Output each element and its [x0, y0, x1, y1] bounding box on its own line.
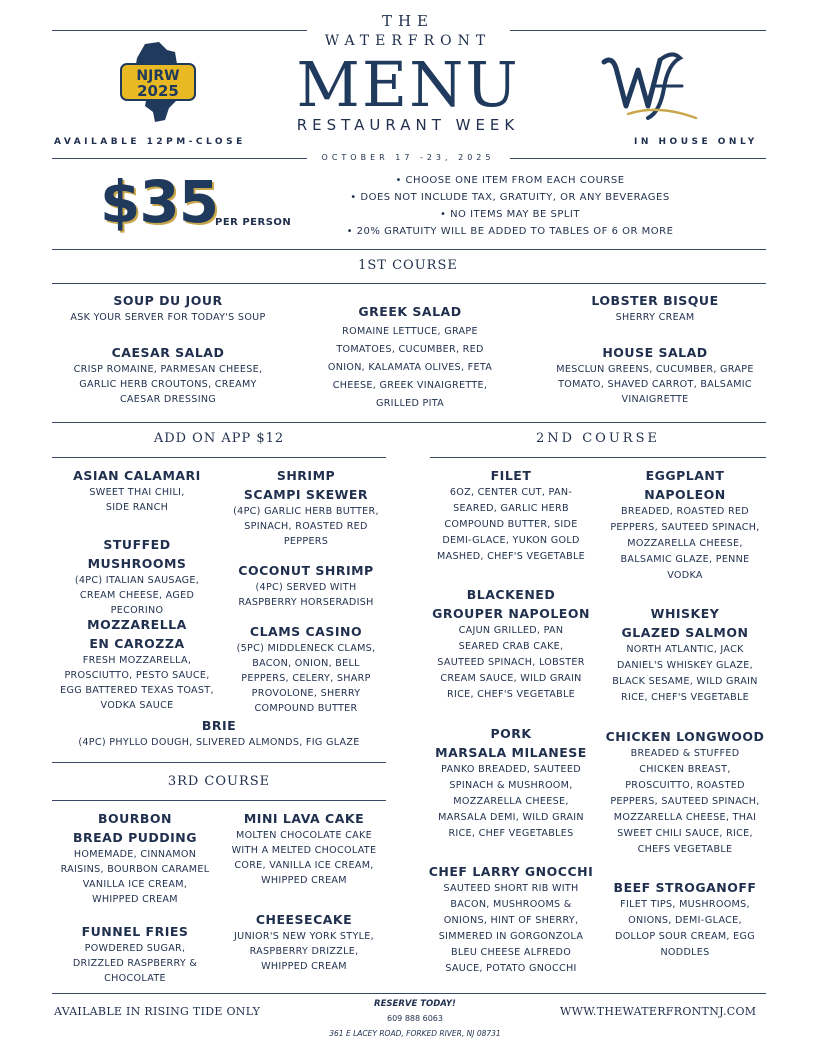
item-desc: MOLTEN CHOCOLATE CAKE	[236, 830, 372, 841]
header-rule-left	[52, 30, 307, 31]
rule-item: • DOES NOT INCLUDE TAX, GRATUITY, OR ANY BEVERAGES	[350, 192, 670, 203]
item-desc: GRILLED PITA	[375, 398, 444, 409]
rule-item: • CHOOSE ONE ITEM FROM EACH COURSE	[395, 175, 625, 186]
item-desc: (4PC) ITALIAN SAUSAGE,	[74, 575, 200, 586]
menu-item-mini-lava-cake	[220, 809, 388, 888]
item-desc: DOLLOP SOUR CREAM, EGG	[615, 931, 755, 942]
item-name: GROUPER NAPOLEON	[432, 606, 590, 621]
item-desc: SPINACH, ROASTED RED	[244, 521, 368, 532]
item-name: HOUSE SALAD	[602, 345, 708, 360]
item-name: BOURBON	[97, 811, 173, 826]
menu-item-brie	[52, 716, 386, 750]
price: $35	[100, 168, 219, 236]
item-desc: VODKA SAUCE	[100, 700, 174, 711]
item-desc: PEPPERS	[283, 536, 329, 547]
item-desc: RAISINS, BOURBON CARAMEL	[60, 864, 210, 875]
item-desc: SAUTEED SPINACH, LOBSTER	[437, 657, 585, 668]
item-desc: DEMI-GLACE, YUKON GOLD	[442, 535, 580, 546]
item-desc: CHICKEN BREAST,	[639, 764, 731, 775]
item-name: NAPOLEON	[644, 487, 726, 502]
item-desc: ONION, KALAMATA OLIVES, FETA	[327, 362, 493, 373]
item-desc: VINAIGRETTE	[621, 394, 689, 405]
item-desc: PANKO BREADED, SAUTEED	[441, 764, 581, 775]
course2-rule-bottom	[430, 457, 766, 458]
menu-item-clams-casino	[224, 622, 388, 716]
item-desc: BREADED & STUFFED	[630, 748, 740, 759]
menu-item-mozzarella-en-carozza	[52, 615, 222, 713]
phone-number[interactable]: 609 888 6063	[387, 1014, 443, 1023]
item-desc: SAUTEED SHORT RIB WITH	[443, 883, 579, 894]
item-desc: CHEESE, GREEK VINAIGRETTE,	[332, 380, 488, 391]
item-desc: SEARED, GARLIC HERB	[453, 503, 569, 514]
menu-item-pork-marsala-milanese	[426, 724, 596, 842]
item-desc: HOMEMADE, CINNAMON	[73, 849, 197, 860]
item-desc: DANIEL'S WHISKEY GLAZE,	[617, 660, 753, 671]
item-desc: (4PC) PHYLLO DOUGH, SLIVERED ALMONDS, FIG GLAZE	[78, 737, 360, 748]
item-desc: MASHED, CHEF'S VEGETABLE	[437, 551, 585, 562]
menu-item-beef-stroganoff	[598, 878, 772, 961]
item-name: SOUP DU JOUR	[113, 293, 223, 308]
course3-title: 3RD COURSE	[167, 774, 271, 789]
item-name: CHICKEN LONGWOOD	[605, 729, 765, 744]
item-name: EN CAROZZA	[89, 636, 185, 651]
section-rule-top	[52, 422, 766, 423]
item-desc: SIMMERED IN GORGONZOLA	[438, 931, 584, 942]
menu-item-cheesecake	[220, 910, 388, 974]
item-desc: SPINACH & MUSHROOM,	[449, 780, 573, 791]
course1-title: 1ST COURSE	[358, 258, 458, 273]
item-desc: MOZZARELLA CHEESE,	[453, 796, 569, 807]
item-name: CHEESECAKE	[255, 912, 353, 927]
item-desc: BALSAMIC GLAZE, PENNE	[620, 554, 750, 565]
address: 361 E LACEY ROAD, FORKED RIVER, NJ 08731	[329, 1029, 501, 1038]
item-name: FUNNEL FRIES	[81, 924, 189, 939]
rule-item: • NO ITEMS MAY BE SPLIT	[440, 209, 580, 220]
item-desc: RICE, CHEF'S VEGETABLE	[446, 689, 575, 700]
header-the: THE	[381, 12, 435, 30]
menu-item-filet	[426, 466, 596, 565]
menu-item-shrimp-scampi-skewer	[224, 466, 388, 549]
item-desc: BLEU CHEESE ALFREDO	[450, 947, 572, 958]
item-name: CLAMS CASINO	[249, 624, 363, 639]
item-desc: CHOCOLATE	[104, 973, 166, 984]
njrw-2025-logo-icon	[115, 40, 201, 124]
item-desc: VODKA	[667, 570, 703, 581]
menu-item-caesar-salad	[54, 343, 282, 407]
item-desc: WHIPPED CREAM	[261, 875, 347, 886]
footer-rule	[52, 993, 766, 994]
item-name: MINI LAVA CAKE	[243, 811, 365, 826]
course2-title: 2ND COURSE	[536, 431, 660, 446]
item-name: SCAMPI SKEWER	[243, 487, 369, 502]
item-desc: (4PC) GARLIC HERB BUTTER,	[233, 506, 379, 517]
item-desc: RICE, CHEF VEGETABLES	[448, 828, 574, 839]
njrw-badge-line1: NJRW	[136, 68, 180, 84]
availability-hours: AVAILABLE 12PM-CLOSE	[54, 137, 246, 147]
item-name: MOZZARELLA	[87, 617, 187, 632]
item-desc: SHERRY CREAM	[615, 312, 695, 323]
item-desc: ONIONS, DEMI-GLACE,	[628, 915, 742, 926]
website-link[interactable]: WWW.THEWATERFRONTNJ.COM	[560, 1005, 757, 1018]
item-desc: PROSCIUTTO, PESTO SAUCE,	[64, 670, 210, 681]
item-name: PORK	[490, 726, 532, 741]
item-desc: CAESAR DRESSING	[119, 394, 217, 405]
item-desc: MOZZARELLA CHEESE,	[627, 538, 743, 549]
course1-rule-bottom	[52, 283, 766, 284]
menu-item-bourbon-bread-pudding	[52, 809, 218, 907]
item-desc: ONIONS, HINT OF SHERRY,	[443, 915, 579, 926]
menu-item-chef-larry-gnocchi	[424, 862, 598, 977]
item-desc: CREAM CHEESE, AGED	[79, 590, 195, 601]
item-name: COCONUT SHRIMP	[238, 563, 374, 578]
item-desc: SAUCE, POTATO GNOCCHI	[445, 963, 577, 974]
item-desc: BACON, ONION, BELL	[252, 658, 360, 669]
item-desc: BACON, MUSHROOMS &	[450, 899, 572, 910]
njrw-badge-line2: 2025	[137, 82, 179, 100]
item-desc: EGG BATTERED TEXAS TOAST,	[60, 685, 214, 696]
rule-item: • 20% GRATUITY WILL BE ADDED TO TABLES OF 6 OR MORE	[346, 226, 674, 237]
addon-rule-bottom	[52, 457, 386, 458]
per-person-label: PER PERSON	[215, 217, 292, 228]
menu-item-stuffed-mushrooms	[52, 535, 222, 618]
menu-item-whiskey-glazed-salmon	[598, 604, 772, 706]
addon-title: ADD ON APP $12	[153, 431, 285, 446]
item-name: MARSALA MILANESE	[435, 745, 587, 760]
item-desc: PROSCUITTO, ROASTED	[625, 780, 745, 791]
item-name: FILET	[490, 468, 532, 483]
item-name: BRIE	[201, 718, 237, 733]
item-desc: SIDE RANCH	[105, 502, 169, 513]
menu-item-blackened-grouper-napoleon	[426, 585, 596, 703]
course3-rule-top	[52, 762, 386, 763]
item-desc: RASPBERRY HORSERADISH	[238, 597, 374, 608]
item-desc: BREADED, ROASTED RED	[621, 506, 749, 517]
item-desc: FILET TIPS, MUSHROOMS,	[620, 899, 750, 910]
item-name: BLACKENED	[466, 587, 556, 602]
item-desc: NORTH ATLANTIC, JACK	[626, 644, 744, 655]
item-desc: SWEET CHILI SAUCE, RICE,	[617, 828, 753, 839]
item-name: CHEF LARRY GNOCCHI	[428, 864, 594, 879]
item-name: GREEK SALAD	[358, 304, 462, 319]
item-desc: BLACK SESAME, WILD GRAIN	[612, 676, 758, 687]
waterfront-wf-logo-icon	[598, 48, 702, 128]
item-name: GLAZED SALMON	[621, 625, 749, 640]
menu-item-greek-salad	[305, 302, 515, 413]
event-dates: OCTOBER 17 -23, 2025	[321, 153, 495, 162]
menu-item-asian-calamari	[52, 466, 222, 515]
item-desc: WITH A MELTED CHOCOLATE	[231, 845, 377, 856]
item-desc: SEARED CRAB CAKE,	[458, 641, 564, 652]
item-desc: VANILLA ICE CREAM,	[82, 879, 188, 890]
menu-item-chicken-longwood	[598, 727, 772, 858]
item-name: BEEF STROGANOFF	[613, 880, 757, 895]
menu-item-house-salad	[540, 343, 770, 407]
item-desc: SWEET THAI CHILI,	[89, 487, 185, 498]
course1-rule-top	[52, 249, 766, 250]
item-desc: FRESH MOZZARELLA,	[82, 655, 192, 666]
item-desc: MESCLUN GREENS, CUCUMBER, GRAPE	[556, 364, 754, 375]
item-desc: ROMAINE LETTUCE, GRAPE	[342, 326, 478, 337]
item-desc: MOZZARELLA CHEESE, THAI	[613, 812, 757, 823]
item-desc: PECORINO	[110, 605, 164, 616]
header-rule-right	[510, 30, 766, 31]
item-desc: RASPBERRY DRIZZLE,	[249, 946, 359, 957]
item-desc: CAJUN GRILLED, PAN	[458, 625, 564, 636]
menu-item-coconut-shrimp	[224, 561, 388, 610]
item-desc: RICE, CHEF'S VEGETABLE	[620, 692, 749, 703]
item-desc: (5PC) MIDDLENECK CLAMS,	[236, 643, 376, 654]
item-name: ASIAN CALAMARI	[73, 468, 201, 483]
item-desc: MARSALA DEMI, WILD GRAIN	[438, 812, 584, 823]
in-house-only: IN HOUSE ONLY	[634, 137, 758, 147]
item-desc: (4PC) SERVED WITH	[255, 582, 357, 593]
item-desc: CORE, VANILLA ICE CREAM,	[234, 860, 374, 871]
item-desc: CRISP ROMAINE, PARMESAN CHEESE,	[73, 364, 263, 375]
item-desc: POWDERED SUGAR,	[84, 943, 186, 954]
item-desc: GARLIC HERB CROUTONS, CREAMY	[79, 379, 257, 390]
item-desc: JUNIOR'S NEW YORK STYLE,	[234, 931, 374, 942]
header-restaurant-week: RESTAURANT WEEK	[296, 116, 520, 134]
menu-rules	[330, 172, 690, 240]
item-desc: WHIPPED CREAM	[92, 894, 178, 905]
item-name: LOBSTER BISQUE	[591, 293, 719, 308]
item-desc: TOMATOES, CUCUMBER, RED	[336, 344, 484, 355]
menu-item-funnel-fries	[52, 922, 218, 986]
course3-rule-bottom	[52, 800, 386, 801]
item-desc: PEPPERS, SAUTEED SPINACH,	[610, 522, 760, 533]
menu-item-eggplant-napoleon	[598, 466, 772, 584]
item-name: BREAD PUDDING	[72, 830, 198, 845]
item-name: WHISKEY	[650, 606, 720, 621]
item-desc: NODDLES	[660, 947, 710, 958]
item-name: STUFFED MUSHROOMS	[87, 537, 187, 571]
item-desc: COMPOUND BUTTER, SIDE	[444, 519, 578, 530]
header-waterfront: WATERFRONT	[324, 33, 492, 49]
item-desc: CREAM SAUCE, WILD GRAIN	[440, 673, 582, 684]
item-name: CAESAR SALAD	[111, 345, 225, 360]
item-desc: PEPPERS, SAUTEED SPINACH,	[610, 796, 760, 807]
item-desc: PEPPERS, CELERY, SHARP	[241, 673, 371, 684]
rising-tide-note: AVAILABLE IN RISING TIDE ONLY	[54, 1005, 261, 1018]
item-name: SHRIMP	[276, 468, 336, 483]
item-desc: TOMATO, SHAVED CARROT, BALSAMIC	[558, 379, 752, 390]
item-desc: ASK YOUR SERVER FOR TODAY'S SOUP	[70, 312, 266, 323]
menu-item-soup-du-jour	[54, 291, 282, 325]
header-menu-title: MENU	[296, 48, 520, 121]
menu-item-lobster-bisque	[540, 291, 770, 325]
item-desc: COMPOUND BUTTER	[254, 703, 358, 714]
item-name: EGGPLANT	[645, 468, 725, 483]
item-desc: PROVOLONE, SHERRY	[251, 688, 361, 699]
item-desc: DRIZZLED RASPBERRY &	[72, 958, 198, 969]
item-desc: 6OZ, CENTER CUT, PAN-	[449, 487, 573, 498]
item-desc: WHIPPED CREAM	[261, 961, 347, 972]
reserve-today: RESERVE TODAY!	[374, 999, 456, 1009]
item-desc: CHEFS VEGETABLE	[637, 844, 733, 855]
